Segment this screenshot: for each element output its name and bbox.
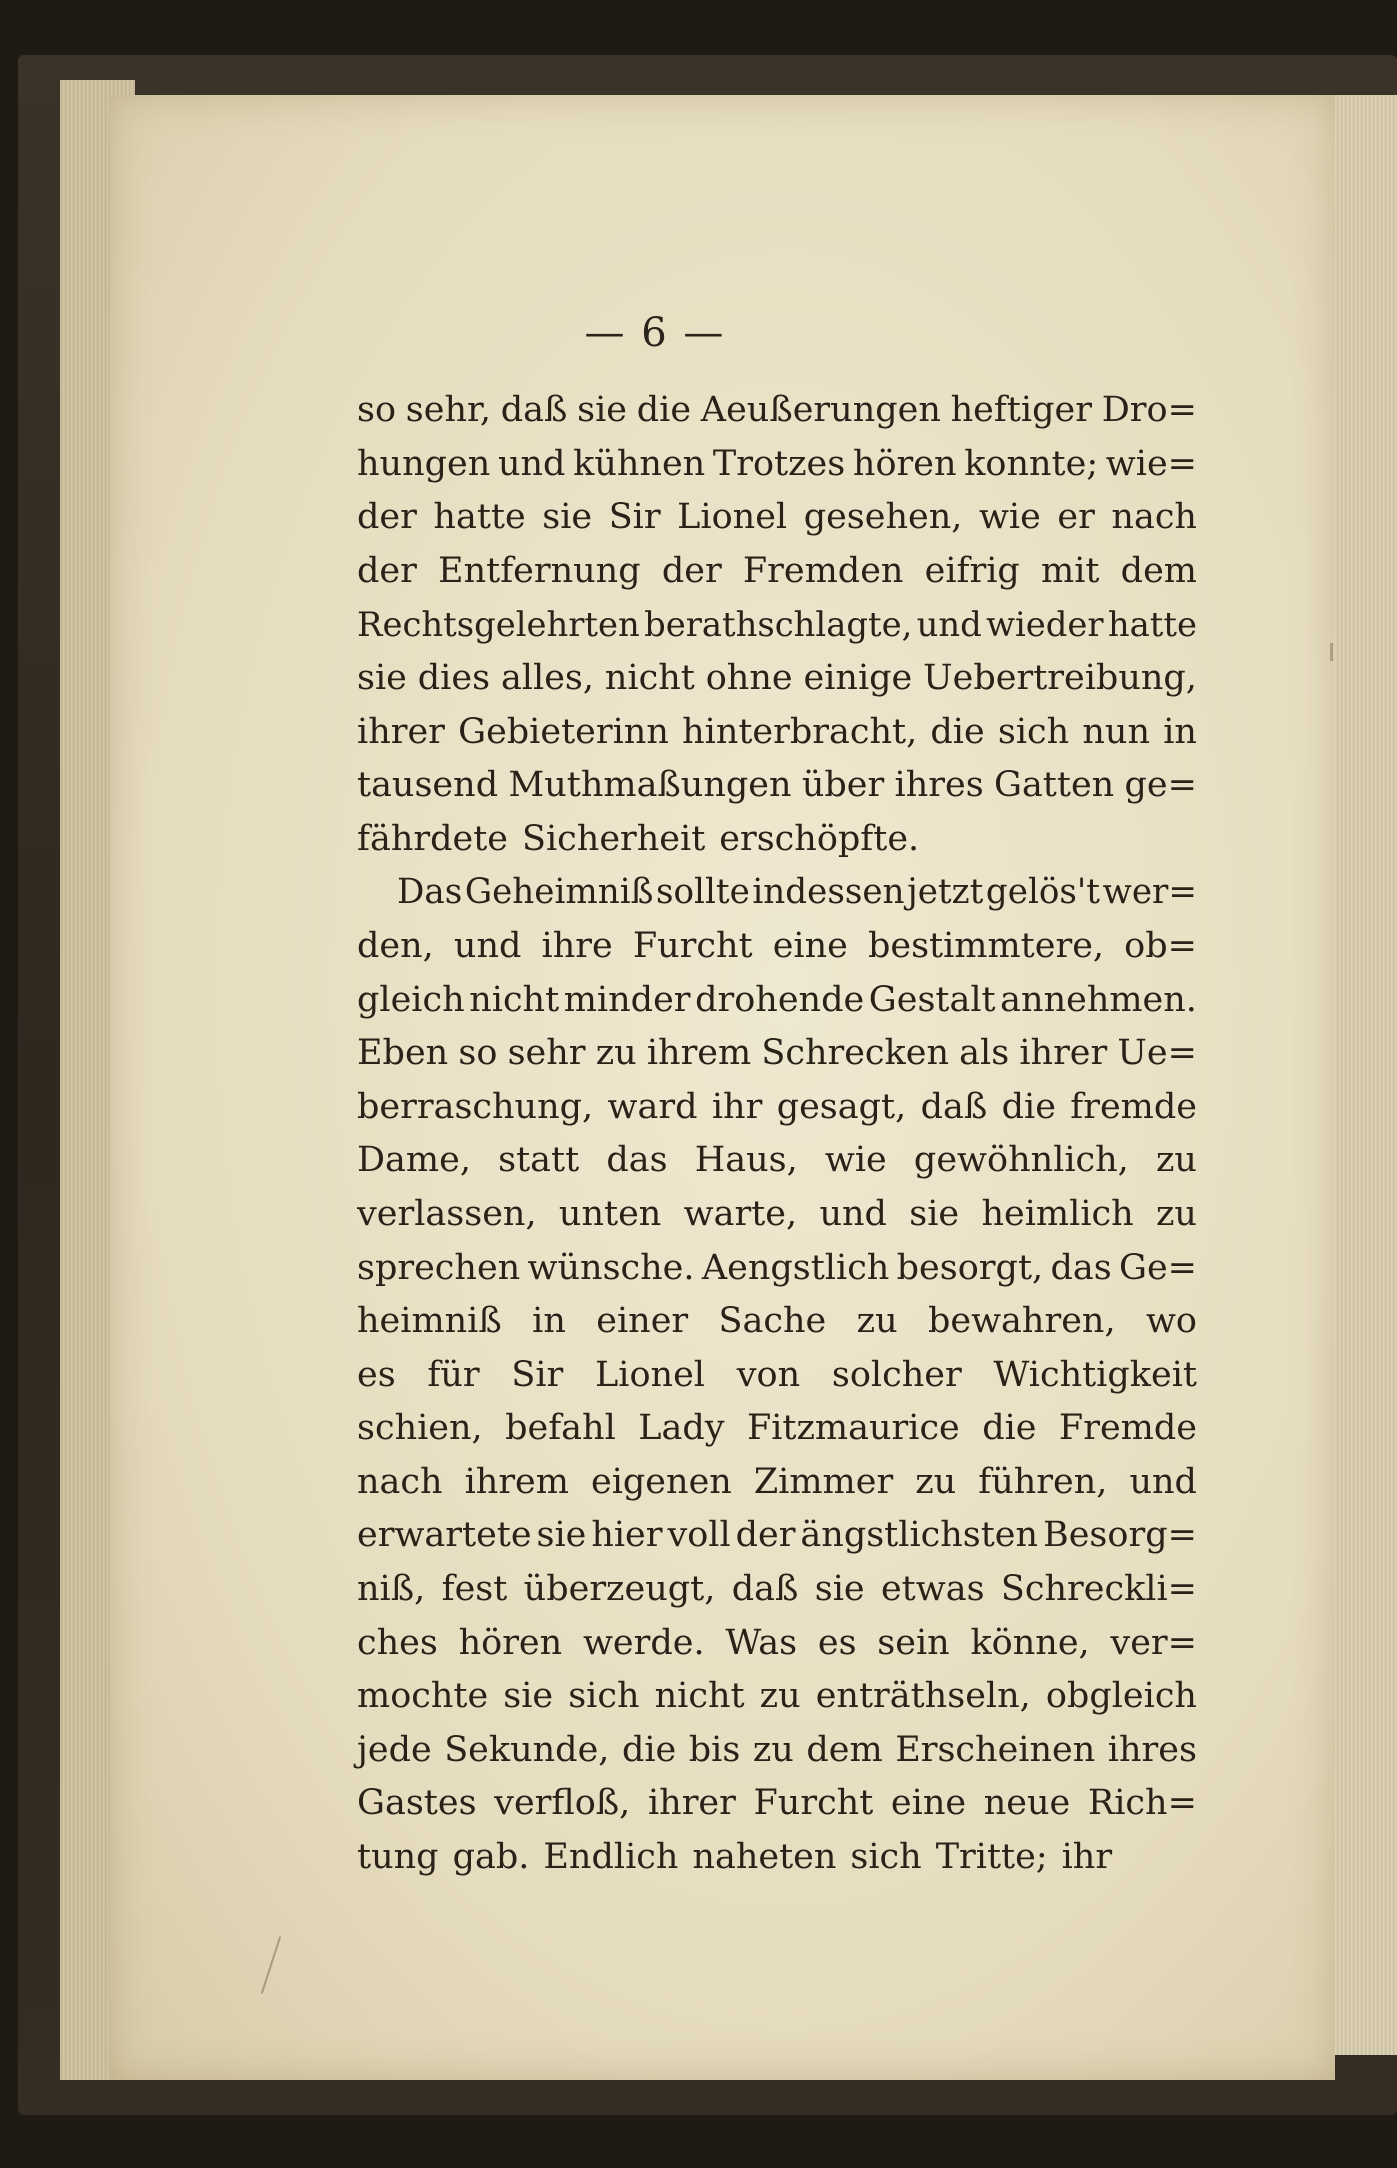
word: nach	[357, 1461, 443, 1502]
word: sie	[814, 1569, 865, 1610]
word: sie	[536, 1515, 587, 1556]
word: zu	[1155, 1193, 1197, 1234]
word: zu	[595, 1033, 637, 1074]
word: Gestalt	[868, 979, 996, 1020]
word: und	[1129, 1461, 1197, 1502]
word: wie	[824, 1140, 887, 1181]
word: voll	[667, 1515, 731, 1556]
word: Furcht	[753, 1783, 874, 1824]
word: zu	[759, 1676, 801, 1717]
word: Fremden	[742, 550, 904, 591]
word: hinterbracht,	[682, 711, 918, 752]
page-number: — 6 —	[584, 310, 726, 356]
text-line	[357, 1563, 1197, 1617]
word: heimniß	[357, 1301, 502, 1342]
word: Gatten	[993, 765, 1115, 806]
word: nicht	[604, 657, 695, 698]
text-line	[357, 759, 1197, 813]
word: Aeußerungen	[700, 390, 941, 430]
word: nach	[1111, 497, 1197, 538]
word: es	[817, 1622, 857, 1663]
word: zu	[1155, 1140, 1197, 1181]
word: jede	[357, 1729, 432, 1770]
word: erwartete	[357, 1515, 532, 1556]
text-line	[357, 866, 1197, 920]
word: die	[621, 1729, 677, 1770]
word: zu	[856, 1301, 898, 1342]
word: sollte	[656, 872, 750, 913]
word: niß,	[357, 1569, 426, 1610]
word: er	[1057, 497, 1095, 538]
word: heimlich	[981, 1193, 1134, 1234]
word: ihrem	[464, 1461, 569, 1502]
text-line	[357, 1617, 1197, 1671]
word: über	[801, 765, 885, 806]
text-line	[357, 652, 1197, 706]
word: und	[916, 605, 982, 645]
word: so	[357, 390, 397, 430]
word: hungen	[357, 443, 491, 484]
word: für	[427, 1354, 480, 1395]
word: sich	[997, 711, 1070, 752]
word: sie	[909, 1193, 960, 1234]
text-line	[357, 920, 1197, 974]
word: ihrer	[357, 711, 445, 752]
word: so	[458, 1033, 498, 1074]
word: obgleich	[1045, 1676, 1197, 1717]
word: wer=	[1102, 872, 1197, 913]
word: solcher	[831, 1354, 962, 1395]
word: Sekunde,	[444, 1729, 610, 1770]
word: ihr	[711, 1086, 763, 1127]
word: bestimmtere,	[867, 925, 1105, 966]
word: und	[453, 925, 522, 966]
text-line	[357, 438, 1197, 492]
word: bewahren,	[927, 1301, 1116, 1342]
word: indessen	[752, 872, 905, 913]
word: gesagt,	[776, 1086, 907, 1127]
paper-spot	[1330, 643, 1333, 661]
word: es	[357, 1354, 396, 1395]
word: naheten	[692, 1837, 837, 1878]
word: ihr	[1061, 1837, 1113, 1878]
text-line	[357, 1402, 1197, 1456]
word: eigenen	[591, 1461, 732, 1502]
text-line	[357, 1724, 1197, 1778]
word: eifrig	[924, 550, 1020, 591]
word: sich	[850, 1837, 922, 1878]
text-line	[357, 1188, 1197, 1242]
word: gab.	[452, 1837, 530, 1878]
word: konnte;	[964, 443, 1099, 484]
word: Rich=	[1087, 1783, 1197, 1824]
text-line	[357, 1081, 1197, 1135]
text-line	[357, 706, 1197, 760]
word: wieder	[986, 605, 1104, 645]
word: die	[930, 711, 985, 752]
word: dies	[417, 657, 491, 698]
word: hier	[591, 1515, 663, 1556]
word: tung	[357, 1837, 439, 1878]
word: die	[1001, 1086, 1056, 1127]
word: jetzt	[907, 872, 984, 913]
body-text	[357, 384, 1197, 1885]
word: in	[1163, 711, 1197, 752]
word: sich	[568, 1676, 640, 1717]
word: Sir	[608, 497, 661, 538]
word: sie	[542, 497, 593, 538]
word: hören	[458, 1622, 563, 1663]
word: etwas	[880, 1569, 985, 1610]
word: Fremde	[1058, 1408, 1197, 1449]
word: als	[959, 1033, 1010, 1074]
word: Trotzes	[712, 443, 846, 484]
word: mochte	[357, 1676, 489, 1717]
word: Eben	[357, 1033, 449, 1074]
word: Lionel	[595, 1354, 705, 1395]
word: Entfernung	[438, 550, 641, 591]
word: Lionel	[677, 497, 788, 538]
word: Gebieterinn	[458, 711, 669, 752]
word: wünsche.	[527, 1247, 695, 1288]
word: Muthmaßungen	[508, 765, 792, 806]
word: Dame,	[357, 1140, 471, 1181]
word: die	[636, 390, 692, 430]
word: neue	[983, 1783, 1071, 1824]
word: wo	[1145, 1301, 1197, 1342]
word: nicht	[654, 1676, 745, 1717]
word: Ue=	[1117, 1033, 1197, 1074]
word: Sir	[511, 1354, 564, 1395]
word: Haus,	[694, 1140, 798, 1181]
word: Sicherheit	[522, 818, 706, 859]
word: eine	[890, 1783, 967, 1824]
word: überzeugt,	[523, 1569, 716, 1610]
word: Besorg=	[1043, 1515, 1197, 1556]
word: minder	[563, 979, 691, 1020]
word: Uebertreibung,	[923, 657, 1197, 698]
text-line	[357, 1242, 1197, 1296]
word: berathschlagte,	[644, 605, 913, 645]
word: Fitzmaurice	[746, 1408, 960, 1449]
word: sein	[877, 1622, 950, 1663]
paper-scratch	[261, 1936, 281, 1994]
word: annehmen.	[1000, 979, 1197, 1020]
word: Zimmer	[753, 1461, 894, 1502]
word: ihrem	[646, 1033, 752, 1074]
word: ohne	[705, 657, 793, 698]
word: mit	[1041, 550, 1100, 591]
word: Endlich	[543, 1837, 679, 1878]
word: Lady	[638, 1408, 725, 1449]
text-line	[357, 974, 1197, 1028]
text-line	[357, 545, 1197, 599]
word: wie=	[1105, 443, 1197, 484]
word: sie	[357, 657, 407, 698]
word: Das	[397, 872, 463, 913]
word: und	[497, 443, 566, 484]
word: hören	[852, 443, 957, 484]
word: ängstlichsten	[800, 1515, 1039, 1556]
word: Erscheinen	[895, 1729, 1096, 1770]
text-line	[357, 1831, 1197, 1885]
word: berraschung,	[357, 1086, 594, 1127]
word: Schreckli=	[1000, 1569, 1197, 1610]
text-line	[357, 813, 1197, 867]
word: sehr,	[405, 390, 492, 430]
word: Schrecken	[761, 1033, 949, 1074]
word: den,	[357, 925, 434, 966]
word: fremde	[1070, 1086, 1197, 1127]
text-line	[357, 1027, 1197, 1081]
word: gesehen,	[803, 497, 963, 538]
word: ward	[607, 1086, 698, 1127]
word: ge=	[1124, 765, 1197, 806]
word: nun	[1082, 711, 1151, 752]
word: daß	[500, 390, 568, 430]
word: besorgt,	[896, 1247, 1044, 1288]
word: werde.	[582, 1622, 705, 1663]
word: gewöhnlich,	[913, 1140, 1129, 1181]
word: einige	[803, 657, 913, 698]
word: in	[532, 1301, 566, 1342]
word: eine	[772, 925, 848, 966]
text-line	[357, 1134, 1197, 1188]
word: Gastes	[357, 1783, 477, 1824]
word: ver=	[1110, 1622, 1197, 1663]
word: Rechtsgelehrten	[357, 605, 640, 645]
word: schien,	[357, 1408, 483, 1449]
word: gleich	[357, 979, 465, 1020]
word: dem	[1120, 550, 1197, 591]
word: sprechen	[357, 1247, 521, 1288]
word: der	[661, 550, 722, 591]
word: ihres	[894, 765, 984, 806]
word: ob=	[1124, 925, 1197, 966]
word: Tritte;	[935, 1837, 1048, 1878]
word: verlassen,	[357, 1193, 537, 1234]
text-line	[357, 1777, 1197, 1831]
word: der	[357, 497, 417, 538]
word: nicht	[469, 979, 560, 1020]
text-line	[357, 491, 1197, 545]
word: warte,	[683, 1193, 798, 1234]
word: enträthseln,	[815, 1676, 1031, 1717]
word: hatte	[433, 497, 526, 538]
word: Wichtigkeit	[993, 1354, 1197, 1395]
word: Dro=	[1101, 390, 1197, 430]
word: Was	[725, 1622, 798, 1663]
word: ihre	[541, 925, 613, 966]
word: statt	[498, 1140, 580, 1181]
word: Geheimniß	[464, 872, 654, 913]
word: daß	[920, 1086, 988, 1127]
word: einer	[596, 1301, 689, 1342]
text-line	[357, 1456, 1197, 1510]
text-line	[357, 1349, 1197, 1403]
text-line	[357, 598, 1197, 652]
word: tausend	[357, 765, 499, 806]
word: sehr	[507, 1033, 586, 1074]
word: bis	[688, 1729, 741, 1770]
word: könne,	[970, 1622, 1090, 1663]
word: ihrer	[1019, 1033, 1108, 1074]
word: das	[1050, 1247, 1112, 1288]
word: daß	[731, 1569, 799, 1610]
word: kühnen	[573, 443, 706, 484]
word: ihres	[1107, 1729, 1197, 1770]
text-line	[357, 1670, 1197, 1724]
text-line	[357, 1509, 1197, 1563]
word: Ge=	[1119, 1247, 1197, 1288]
word: hatte	[1107, 605, 1197, 645]
word: wie	[978, 497, 1041, 538]
word: Sache	[718, 1301, 827, 1342]
word: der	[735, 1515, 796, 1556]
word: drohende	[695, 979, 865, 1020]
word: befahl	[505, 1408, 616, 1449]
word: ihrer	[647, 1783, 736, 1824]
word: Furcht	[632, 925, 753, 966]
word: ches	[357, 1622, 438, 1663]
word: zu	[915, 1461, 957, 1502]
word: unten	[558, 1193, 662, 1234]
word: das	[606, 1140, 668, 1181]
word: der	[357, 550, 417, 591]
word: sie	[503, 1676, 554, 1717]
text-line	[357, 384, 1197, 438]
word: dem	[806, 1729, 883, 1770]
word: von	[736, 1354, 801, 1395]
word: sie	[577, 390, 628, 430]
word: erschöpfte.	[719, 818, 920, 859]
word: verfloß,	[494, 1783, 631, 1824]
word: fest	[441, 1569, 508, 1610]
word: fährdete	[357, 818, 508, 859]
word: gelös't	[985, 872, 1101, 913]
text-line	[357, 1295, 1197, 1349]
word: die	[982, 1408, 1037, 1449]
word: alles,	[500, 657, 594, 698]
word: und	[819, 1193, 887, 1234]
word: zu	[752, 1729, 794, 1770]
word: führen,	[978, 1461, 1108, 1502]
word: Aengstlich	[701, 1247, 890, 1288]
word: heftiger	[950, 390, 1092, 430]
